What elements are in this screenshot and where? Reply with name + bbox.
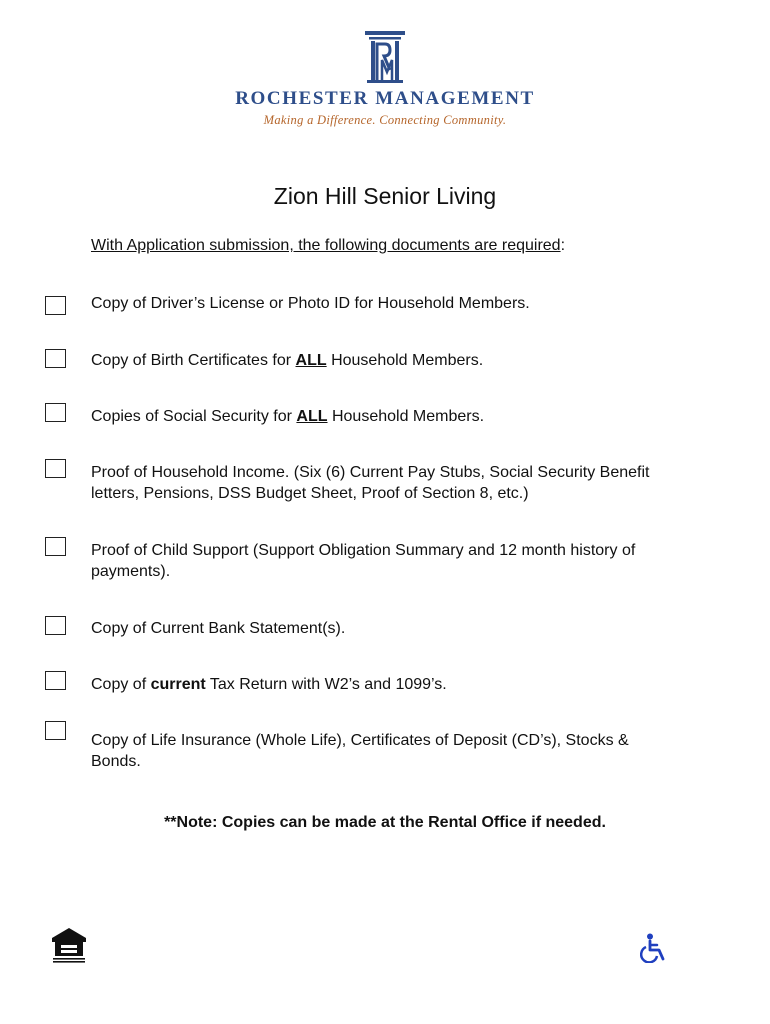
- item-line: Proof of Household Income. (Six (6) Current Pay Stubs, Social Security Benefit: [91, 464, 650, 481]
- item-text-emphasis: ALL: [295, 352, 327, 369]
- checkbox[interactable]: [45, 349, 66, 368]
- item-line: Copy of Life Insurance (Whole Life), Certificates of Deposit (CD’s), Stocks &: [91, 732, 629, 749]
- equal-housing-opportunity-icon: [50, 926, 88, 971]
- brand-name: ROCHESTER MANAGEMENT: [235, 88, 535, 109]
- checkbox[interactable]: [45, 296, 66, 315]
- intro-underlined: With Application submission, the following documents are required: [91, 237, 561, 254]
- item-text-post: Tax Return with W2’s and 1099’s.: [205, 676, 447, 693]
- note-text: **Note: Copies can be made at the Rental Office if needed.: [164, 814, 606, 831]
- item-line: payments).: [91, 563, 171, 580]
- checkbox[interactable]: [45, 537, 66, 556]
- item-line: Copy of Driver’s License or Photo ID for Household Members.: [91, 295, 530, 312]
- logo: [0, 30, 770, 128]
- item-text-emphasis: ALL: [296, 408, 328, 425]
- item-line: letters, Pensions, DSS Budget Sheet, Proof of Section 8, etc.): [91, 485, 529, 502]
- checkbox[interactable]: [45, 671, 66, 690]
- item-text: [91, 730, 721, 772]
- item-text-post: Household Members.: [326, 352, 484, 369]
- item-text: [91, 674, 721, 695]
- item-text: [91, 462, 721, 504]
- item-text: [91, 406, 721, 427]
- rochester-monogram-icon: [363, 30, 407, 84]
- brand-tagline: Making a Difference. Connecting Community.: [263, 113, 507, 127]
- item-line: Proof of Child Support (Support Obligation Summary and 12 month history of: [91, 542, 636, 559]
- checkbox[interactable]: [45, 403, 66, 422]
- item-text-pre: Copies of Social Security for: [91, 408, 297, 425]
- item-text-pre: Copy of Birth Certificates for: [91, 352, 296, 369]
- item-line: Bonds.: [91, 753, 141, 770]
- checkbox[interactable]: [45, 616, 66, 635]
- checkbox[interactable]: [45, 721, 66, 740]
- page-title: Zion Hill Senior Living: [273, 183, 497, 209]
- item-line: Copy of Current Bank Statement(s).: [91, 620, 346, 637]
- intro-suffix: :: [560, 237, 566, 254]
- item-text-post: Household Members.: [327, 408, 485, 425]
- item-text: [91, 540, 721, 582]
- item-text: [91, 293, 721, 314]
- wheelchair-accessible-icon: [640, 933, 668, 968]
- checkbox[interactable]: [45, 459, 66, 478]
- item-text: [91, 618, 721, 639]
- intro-text: [91, 237, 565, 255]
- item-text: [91, 350, 721, 371]
- item-text-emphasis: current: [150, 676, 206, 693]
- item-text-pre: Copy of: [91, 676, 151, 693]
